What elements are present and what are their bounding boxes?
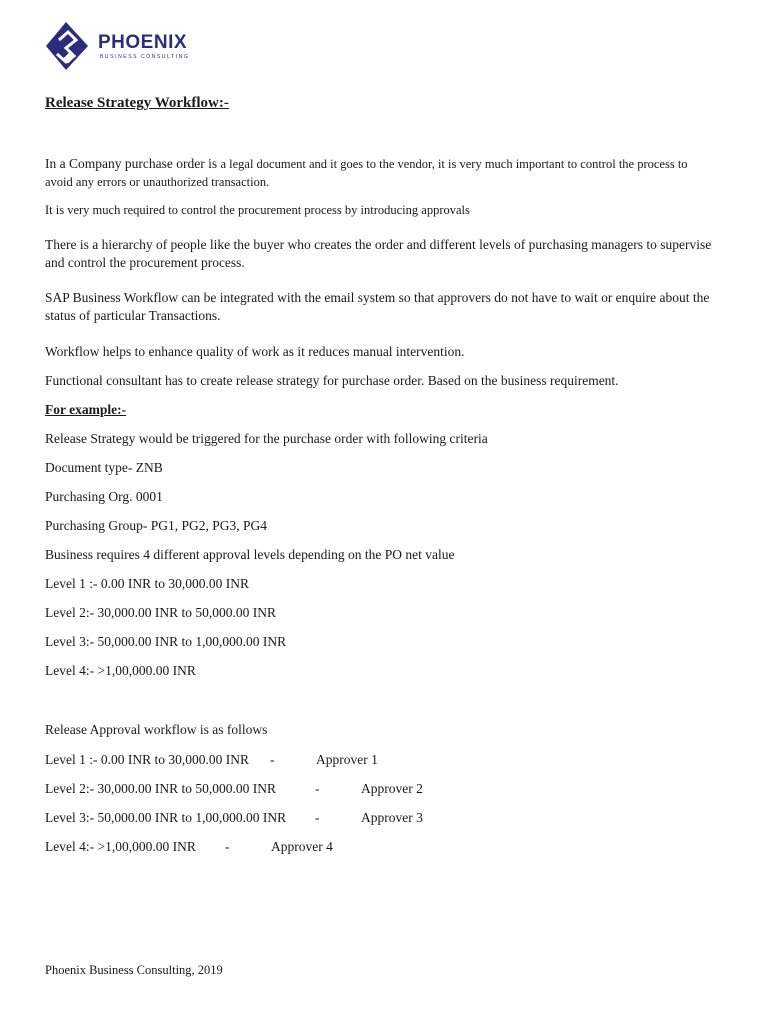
level-item: Level 1 :- 0.00 INR to 30,000.00 INR xyxy=(45,576,249,591)
logo-name: PHOENIX xyxy=(98,32,188,53)
workflow-approver: Approver 3 xyxy=(361,810,423,825)
criteria-document-type: Document type- ZNB xyxy=(45,460,163,475)
workflow-dash: - xyxy=(315,781,320,796)
paragraph-quality: Workflow helps to enhance quality of work as it reduces manual intervention. xyxy=(45,344,465,359)
level-item: Level 4:- >1,00,000.00 INR xyxy=(45,663,196,678)
company-logo xyxy=(44,20,214,76)
workflow-approver: Approver 2 xyxy=(361,781,423,796)
approval-levels-intro: Business requires 4 different approval levels depending on the PO net value xyxy=(45,547,455,562)
level-item: Level 2:- 30,000.00 INR to 50,000.00 INR xyxy=(45,605,276,620)
paragraph-sap-workflow: SAP Business Workflow can be integrated with the email system so that approvers do not have to wait or enquire about the status of particular Transactions. xyxy=(45,290,710,323)
workflow-level: Level 3:- 50,000.00 INR to 1,00,000.00 INR xyxy=(45,810,287,825)
workflow-intro: Release Approval workflow is as follows xyxy=(45,722,268,737)
criteria-purchasing-org: Purchasing Org. 0001 xyxy=(45,489,163,504)
example-heading: For example:- xyxy=(45,402,127,417)
workflow-approver: Approver 4 xyxy=(271,839,333,854)
workflow-level: Level 2:- 30,000.00 INR to 50,000.00 INR xyxy=(45,781,276,796)
criteria-purchasing-group: Purchasing Group- PG1, PG2, PG3, PG4 xyxy=(45,518,268,533)
paragraph-purchase-order-rest: a legal document and it goes to the vendor, it is very much important to control the process to avoid any errors or unauthorized transaction. xyxy=(45,157,688,189)
workflow-level: Level 4:- >1,00,000.00 INR xyxy=(45,839,196,854)
level-item: Level 3:- 50,000.00 INR to 1,00,000.00 INR xyxy=(45,634,287,649)
phoenix-logo-icon xyxy=(44,20,92,74)
workflow-dash: - xyxy=(225,839,230,854)
paragraph-hierarchy: There is a hierarchy of people like the buyer who creates the order and different levels of purchasing managers to supervise and control the procurement process. xyxy=(45,237,712,270)
workflow-dash: - xyxy=(315,810,320,825)
workflow-approver: Approver 1 xyxy=(316,752,378,767)
workflow-level: Level 1 :- 0.00 INR to 30,000.00 INR xyxy=(45,752,249,767)
logo-tagline: BUSINESS CONSULTING xyxy=(100,54,190,60)
workflow-dash: - xyxy=(270,752,275,767)
paragraph-purchase-order xyxy=(45,155,717,191)
paragraph-purchase-order-start: In a Company purchase order is xyxy=(45,156,221,171)
criteria-intro: Release Strategy would be triggered for the purchase order with following criteria xyxy=(45,431,488,446)
paragraph-approvals: It is very much required to control the procurement process by introducing approvals xyxy=(45,203,470,217)
paragraph-functional-consultant: Functional consultant has to create release strategy for purchase order. Based on the business requirement. xyxy=(45,373,619,388)
page-footer: Phoenix Business Consulting, 2019 xyxy=(45,963,223,977)
document-title: Release Strategy Workflow:- xyxy=(45,95,229,111)
